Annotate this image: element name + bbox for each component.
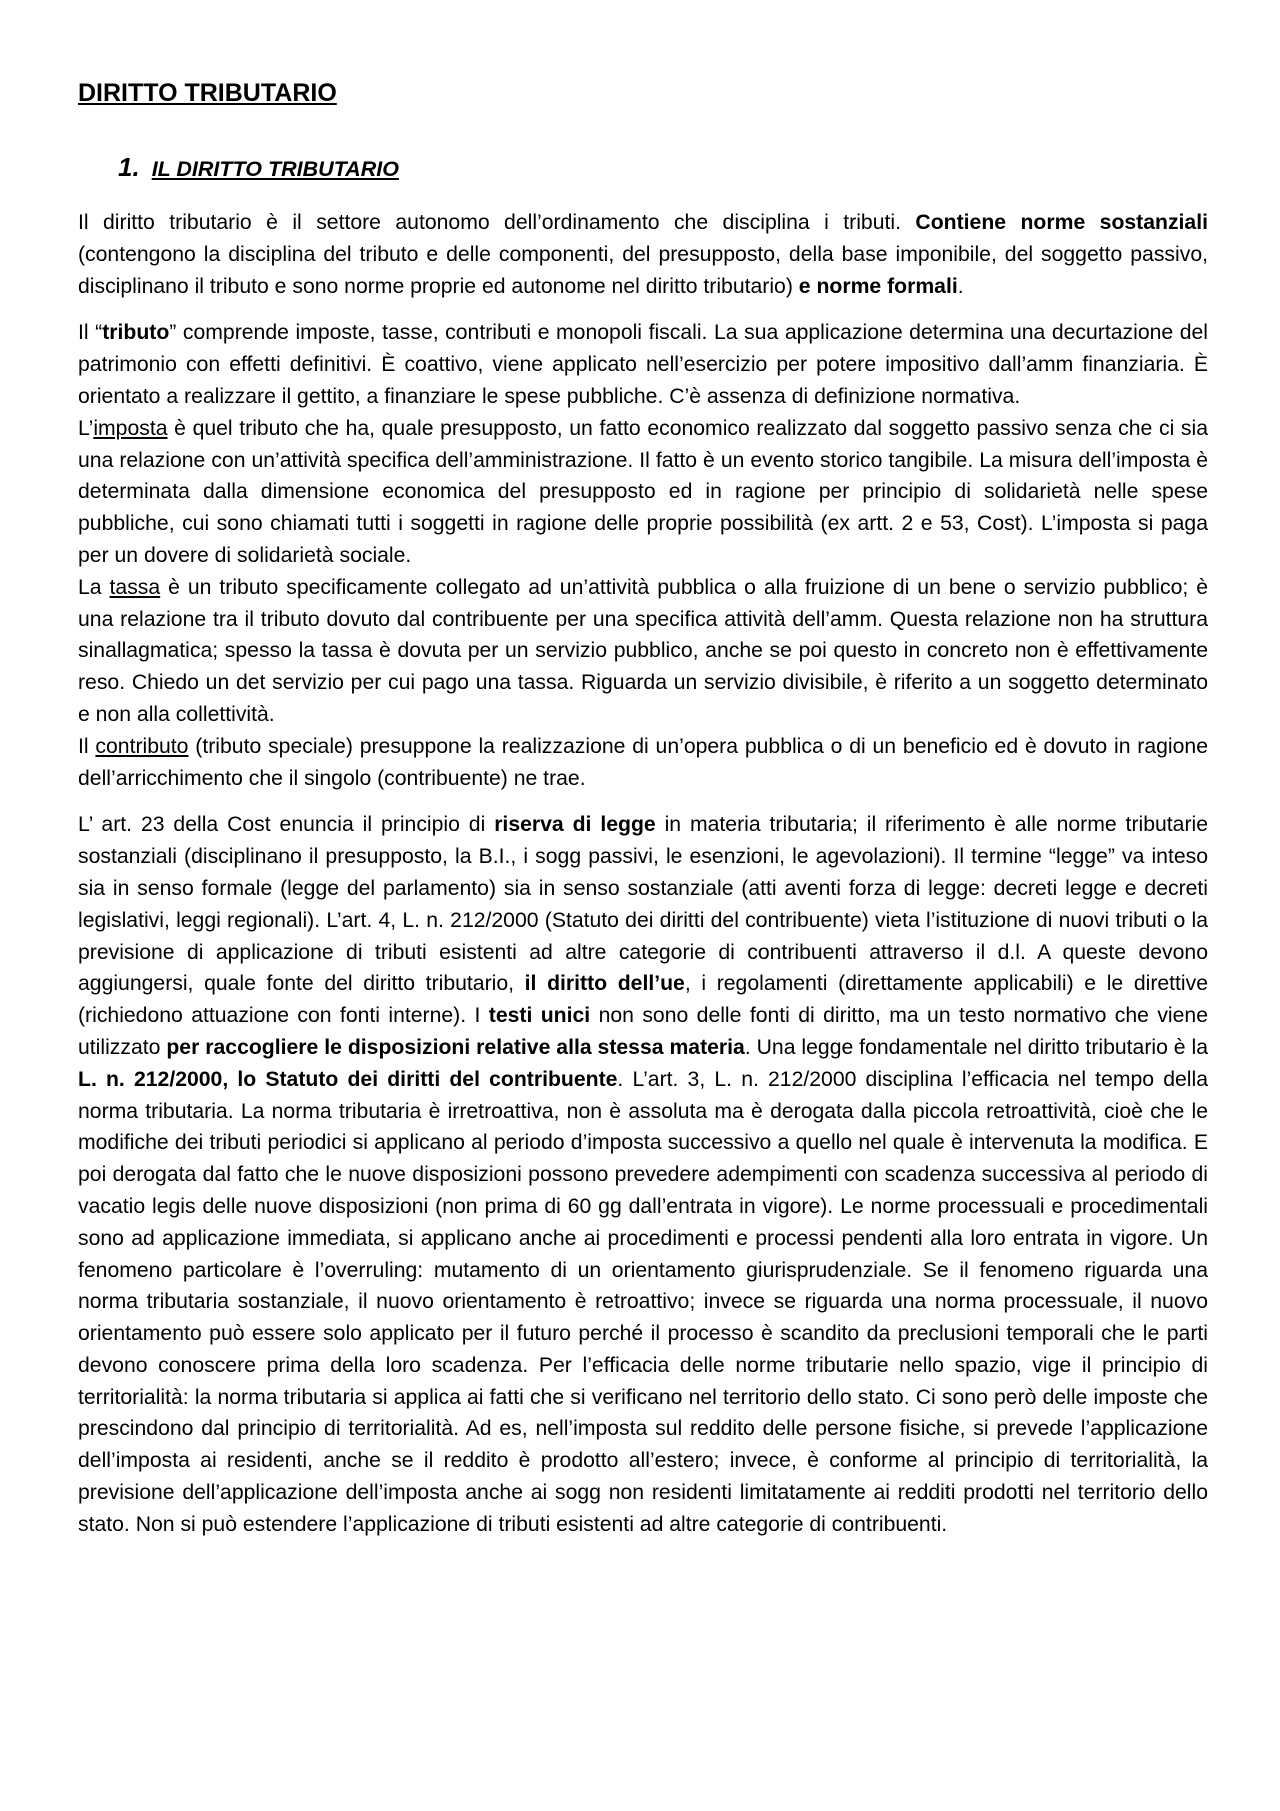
underlined-text: imposta: [93, 416, 168, 440]
section-title: IL DIRITTO TRIBUTARIO: [151, 157, 399, 181]
text: , i regolamenti (direttamente applicabili) e le direttive (richiedono attuazione con fonti interne). I: [78, 972, 1209, 1028]
paragraph-riserva-di-legge: [78, 809, 1208, 1540]
paragraph-contributo: [78, 731, 1208, 795]
text: non sono delle fonti di diritto, ma un testo normativo che viene utilizzato: [78, 1004, 1208, 1059]
section-heading: [118, 152, 1208, 185]
bold-text: tributo: [102, 321, 170, 345]
text: Il “: [78, 321, 103, 345]
text: è un tributo specificamente collegato ad un’attività pubblica o alla fruizione di un bene o servizio pubblico; è una relazione tra il tributo dovuto dal contribuente per una specifica attività dell’amm. Questa relazione non ha struttura sinallagmatica; spesso la tassa è dovuta per un servizio pubblico, anche se poi questo in concreto non è effettivamente reso. Chiedo un det servizio per cui pago una tassa. Riguarda un servizio divisibile, è riferito a un soggetto determinato e non alla collettività.: [78, 575, 1208, 726]
bold-text: testi unici: [488, 1004, 591, 1028]
text: (tributo speciale) presuppone la realizzazione di un’opera pubblica o di un beneficio ed è dovuto in ragione dell’arricchimento che il singolo (contribuente) ne trae.: [78, 734, 1208, 790]
text: Il diritto tributario è il settore autonomo dell’ordinamento che disciplina i tributi.: [78, 211, 916, 234]
bold-text: riserva di legge: [494, 813, 656, 837]
underlined-text: contributo: [95, 734, 189, 758]
text: La: [78, 575, 110, 599]
text: . L’art. 3, L. n. 212/2000 disciplina l’efficacia nel tempo della norma tributaria. La norma tributaria è irretroattiva, non è assoluta ma è derogata dalla piccola retroattività, cioè che le modifiche dei tributi periodici si applicano al periodo d’imposta successivo a quello nel quale è intervenuta la modifica. E poi derogata dal fatto che le nuove disposizioni possono prevedere adempimenti con scadenza successiva al periodo di vacatio legis delle nuove disposizioni (non prima di 60 gg dall’entrata in vigore). Le norme processuali e procedimentali sono ad applicazione immediata, si applicano anche ai procedimenti e processi pendenti alla loro entrata in vigore. Un fenomeno particolare è l’overruling: mutamento di un orientamento giurisprudenziale. Se il fenomeno riguarda una norma tributaria sostanziale, il nuovo orientamento è retroattivo; invece se riguarda una norma processuale, il nuovo orientamento può essere solo applicato per il futuro perché il processo è scandito da preclusioni temporali che le parti devono conoscere prima della loro scadenza. Per l’efficacia delle norme tributarie nello spazio, vige il principio di territorialità: la norma tributaria si applica ai fatti che si verificano nel territorio dello stato. Ci sono però delle imposte che prescindono dal principio di territorialità. Ad es, nell’imposta sul reddito delle persone fisiche, si prevede l’applicazione dell’imposta ai residenti, anche se il reddito è prodotto all’estero; invece, è conforme al principio di territorialità, la previsione dell’applicazione dell’imposta anche ai sogg non residenti limitatamente ai redditi prodotti nel territorio dello stato. Non si può estendere l’applicazione di tributi esistenti ad altre categorie di contribuenti.: [78, 1067, 1208, 1536]
paragraph-tributo: [78, 317, 1208, 412]
document-title: DIRITTO TRIBUTARIO: [78, 79, 337, 107]
text: è quel tributo che ha, quale presupposto, un fatto economico realizzato dal soggetto passivo senza che ci sia una relazione con un’attività specifica dell’amministrazione. Il fatto è un evento storico tangibile. La misura dell’imposta è determinata dalla dimensione economica del presupposto ed in ragione per principio di solidarietà nelle spese pubbliche, cui sono chiamati tutti i soggetti in ragione delle proprie possibilità (ex artt. 2 e 53, Cost). L’imposta si paga per un dovere di solidarietà sociale.: [78, 416, 1208, 567]
text: L’ art. 23 della Cost enuncia il principio di: [78, 813, 495, 837]
text: .: [957, 274, 964, 298]
paragraph-imposta: [78, 413, 1208, 572]
paragraph-tassa: [78, 572, 1208, 731]
text: (contengono la disciplina del tributo e delle componenti, del presupposto, della base imponibile, del soggetto passivo, disciplinano il tributo e sono norme proprie ed autonome nel diritto tributario): [78, 242, 1208, 298]
text: . Una legge fondamentale nel diritto tributario è la: [744, 1035, 1208, 1059]
underlined-text: tassa: [109, 575, 161, 599]
text: in materia tributaria; il riferimento è alle norme tributarie sostanziali (disciplinano il presupposto, la B.I., i sogg passivi, le esenzioni, le agevolazioni). Il termine “legge” va inteso sia in senso formale (legge del parlamento) sia in senso sostanziale (atti aventi forza di legge: decreti legge e decreti legislativi, leggi regionali). L’art. 4, L. n. 212/2000 (Statuto dei diritti del contribuente) vieta l’istituzione di nuovi tributi o la previsione di applicazione di tributi esistenti ad altre categorie di contribuenti attraverso il d.l. A queste devono aggiungersi, quale fonte del diritto tributario,: [78, 813, 1208, 996]
text: ” comprende imposte, tasse, contributi e monopoli fiscali. La sua applicazione determina una decurtazione del patrimonio con effetti definitivi. È coattivo, viene applicato nell’esercizio per potere impositivo dall’amm finanziaria. È orientato a realizzare il gettito, a finanziare le spese pubbliche. C’è assenza di definizione normativa.: [78, 321, 1208, 408]
paragraph-definition: [78, 207, 1208, 302]
text: L’: [78, 416, 94, 440]
bold-text: e norme formali: [798, 274, 958, 298]
bold-text: il diritto dell’ue: [524, 972, 685, 996]
bold-text: Contiene norme sostanziali: [915, 211, 1208, 234]
section-number: 1.: [118, 152, 140, 182]
bold-text: per raccogliere le disposizioni relative alla stessa materia: [166, 1035, 745, 1059]
text: Il: [78, 734, 96, 758]
bold-text: L. n. 212/2000, lo Statuto dei diritti del contribuente: [78, 1067, 618, 1091]
